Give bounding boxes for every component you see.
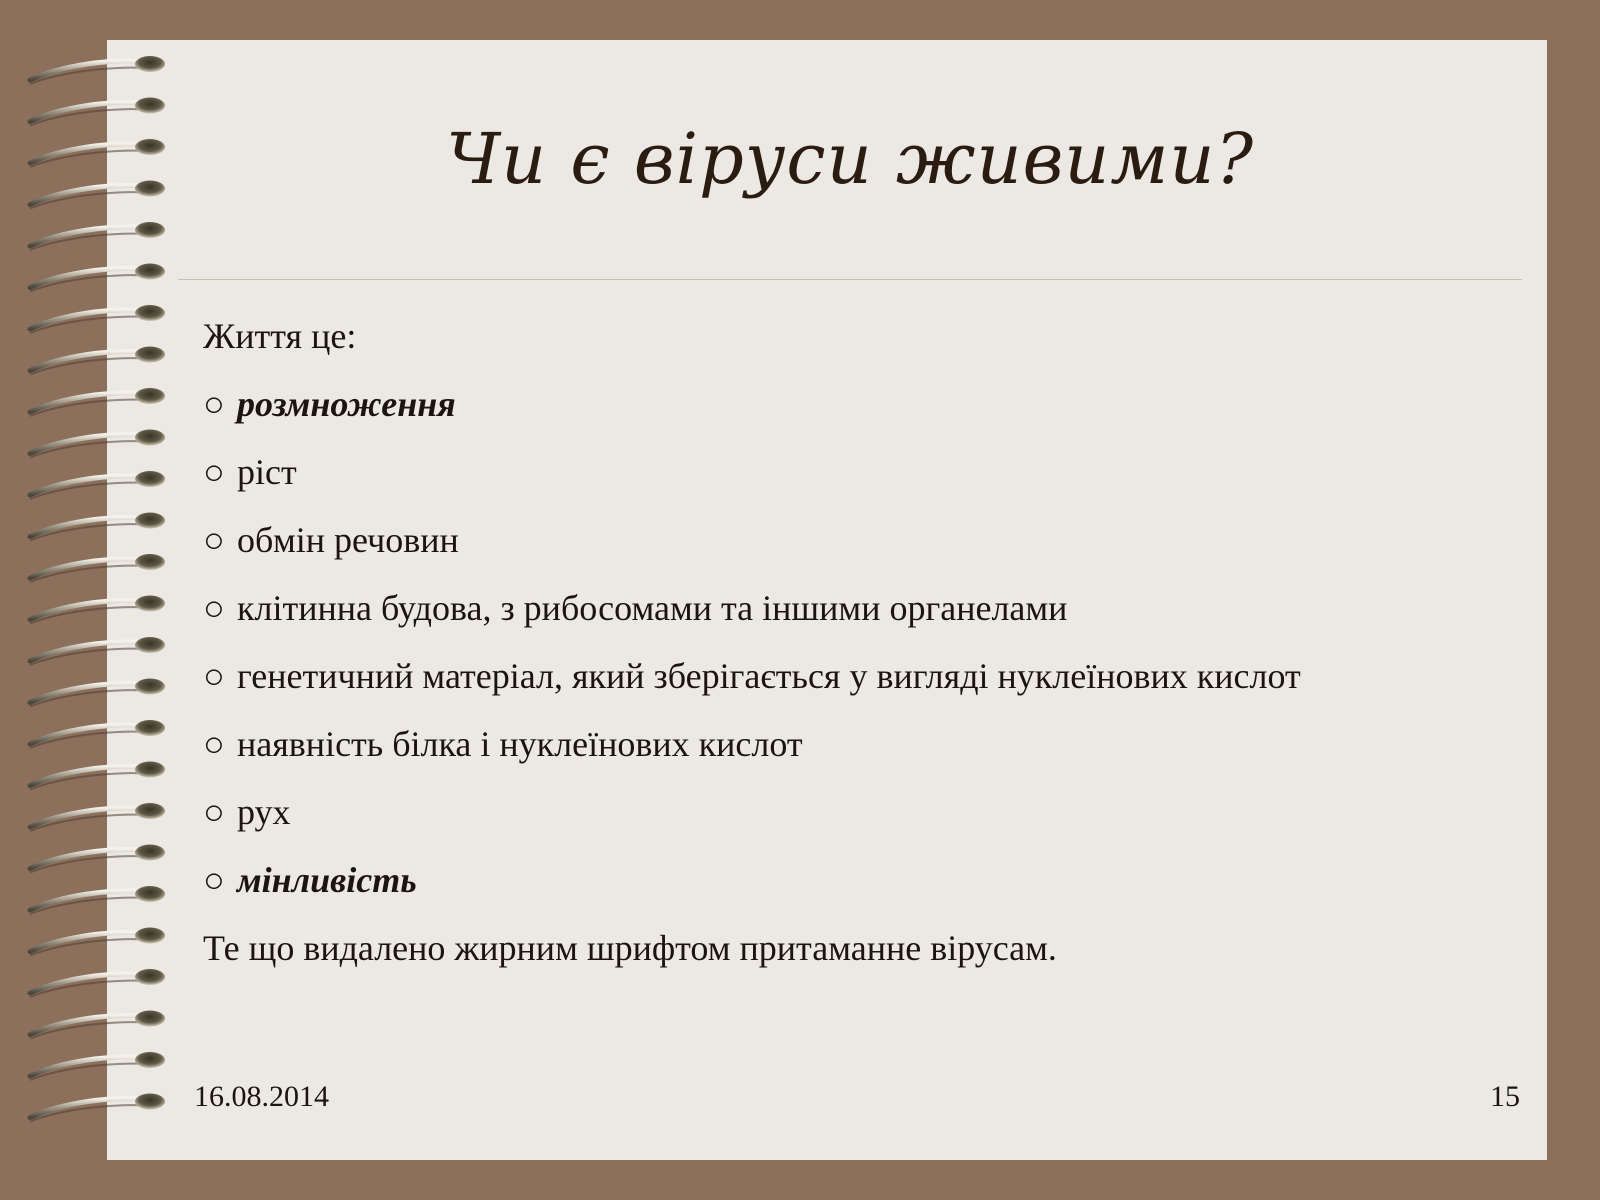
list-item <box>203 720 1533 788</box>
list-item-text: наявність білка і нуклеїнових кислот <box>237 724 803 764</box>
spiral-coil <box>30 1094 165 1122</box>
spiral-coil <box>30 305 165 333</box>
list-item <box>203 652 1533 720</box>
spiral-coil <box>30 513 165 541</box>
spiral-coil <box>30 430 165 458</box>
spiral-coil <box>30 596 165 624</box>
list-item-text: розмноження <box>237 384 456 424</box>
list-item-text: ріст <box>237 452 297 492</box>
list-item <box>203 584 1533 652</box>
bullet-icon: ○ <box>203 860 225 900</box>
spiral-binding-icon <box>0 40 190 1160</box>
spiral-coil <box>30 98 165 126</box>
slide-date: 16.08.2014 <box>194 1080 329 1113</box>
spiral-coil <box>30 720 165 748</box>
spiral-coil <box>30 886 165 914</box>
spiral-coil <box>30 347 165 375</box>
list-item-text: мінливість <box>237 860 417 900</box>
conclusion-text: Те що видалено жирним шрифтом притаманне вірусам. <box>203 928 1057 968</box>
spiral-coil <box>30 554 165 582</box>
list-item <box>203 516 1533 584</box>
bullet-icon: ○ <box>203 452 225 492</box>
spiral-coil <box>30 928 165 956</box>
bullet-icon: ○ <box>203 656 225 696</box>
spiral-coil <box>30 762 165 790</box>
intro-text: Життя це: <box>203 316 357 356</box>
list-item <box>203 380 1533 448</box>
slide-body <box>203 312 1533 992</box>
slide-number: 15 <box>1490 1080 1520 1113</box>
bullet-icon: ○ <box>203 588 225 628</box>
spiral-coil <box>30 1011 165 1039</box>
spiral-coil <box>30 845 165 873</box>
spiral-coil <box>30 803 165 831</box>
bullet-icon: ○ <box>203 792 225 832</box>
list-item-text: клітинна будова, з рибосомами та іншими органелами <box>237 588 1068 628</box>
spiral-coil <box>30 56 165 84</box>
spiral-coil <box>30 679 165 707</box>
list-item-text: рух <box>237 792 291 832</box>
list-item <box>203 856 1533 924</box>
spiral-coil <box>30 388 165 416</box>
spiral-coil <box>30 222 165 250</box>
spiral-coil <box>30 264 165 292</box>
spiral-coil <box>30 637 165 665</box>
list-item-text: генетичний матеріал, який зберігається у вигляді нуклеїнових кислот <box>237 656 1301 696</box>
spiral-coil <box>30 181 165 209</box>
page-title: Чи є віруси живими? <box>445 118 1255 200</box>
bullet-icon: ○ <box>203 724 225 764</box>
bullet-icon: ○ <box>203 520 225 560</box>
list-item <box>203 788 1533 856</box>
spiral-coil <box>30 1052 165 1080</box>
list-item-text: обмін речовин <box>237 520 459 560</box>
spiral-coil <box>30 471 165 499</box>
spiral-coil <box>30 969 165 997</box>
title-divider <box>178 279 1522 280</box>
list-item <box>203 448 1533 516</box>
spiral-coil <box>30 139 165 167</box>
bullet-icon: ○ <box>203 384 225 424</box>
